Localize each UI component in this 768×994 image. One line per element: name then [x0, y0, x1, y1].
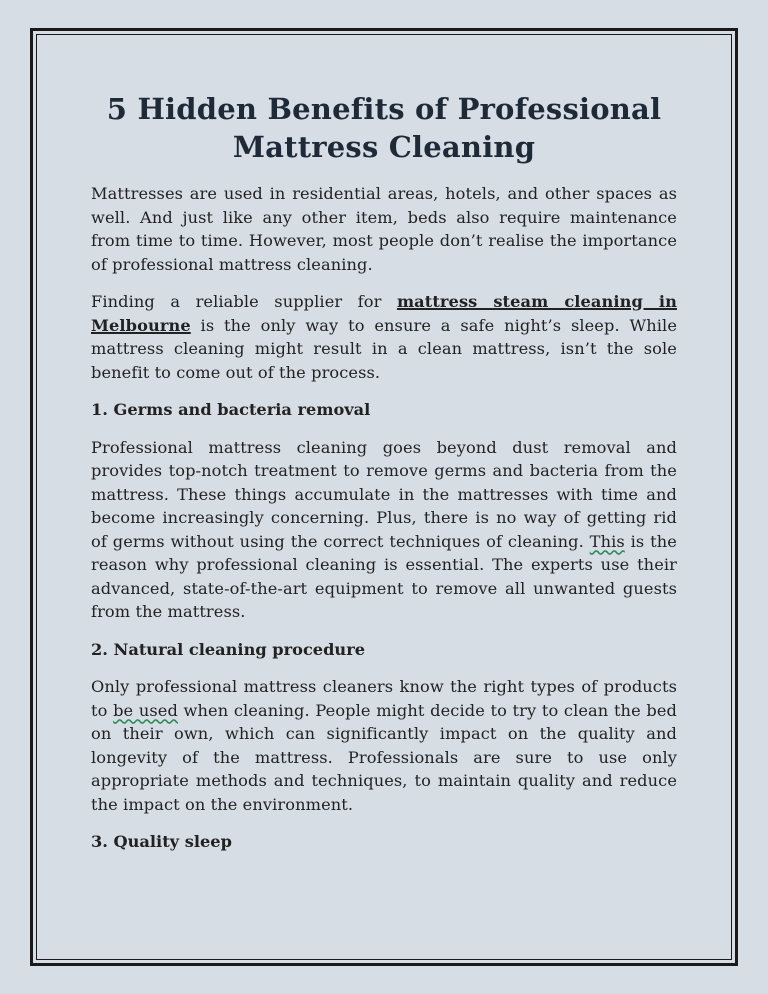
document-title: 5 Hidden Benefits of Professional Mattress Cleaning — [106, 92, 662, 164]
document-body — [91, 90, 677, 868]
section-heading-germs: 1. Germs and bacteria removal — [91, 400, 371, 419]
section-body-germs — [91, 436, 677, 624]
intro-paragraph: Mattresses are used in residential areas, hotels, and other spaces as well. And just like any other item, beds also require maintenance from time to time. However, most people don’t realise the importance of professional mattress cleaning. — [91, 184, 677, 274]
section-heading-natural: 2. Natural cleaning procedure — [91, 639, 366, 659]
supplier-text-after: is the only way to ensure a safe night’s sleep. While mattress cleaning might result in a clean mattress, isn’t the sole benefit to come out of the process. — [91, 315, 677, 382]
grammar-flag-be-used: be used — [113, 700, 178, 720]
supplier-paragraph — [91, 290, 677, 384]
mattress-steam-cleaning-link[interactable]: mattress steam cleaning in Melbourne — [91, 292, 678, 335]
natural-text-after: when cleaning. People might decide to try to clean the bed on their own, which can significantly impact on the quality and longevity of the mattress. Professionals are sure to use only appropriate methods and techniques, to maintain quality and reduce the impact on the environment. — [91, 700, 677, 814]
grammar-flag-this: This — [589, 531, 625, 551]
section-body-natural — [91, 675, 677, 816]
germs-text-after: is the reason why professional cleaning is essential. The experts use their advanced, state-of-the-art equipment to remove all unwanted guests from the mattress. — [91, 531, 677, 621]
supplier-text-before: Finding a reliable supplier for — [91, 292, 397, 311]
germs-text-before: Professional mattress cleaning goes beyond dust removal and provides top-notch treatment to remove germs and bacteria from the mattress. These things accumulate in the mattresses with time and become increasingly concerning. Plus, there is no way of getting rid of germs without using the correct techniques of cleaning. — [91, 437, 677, 551]
natural-text-before: Only professional mattress cleaners know the right types of products to — [91, 677, 677, 720]
section-heading-quality-sleep: 3. Quality sleep — [91, 832, 232, 851]
